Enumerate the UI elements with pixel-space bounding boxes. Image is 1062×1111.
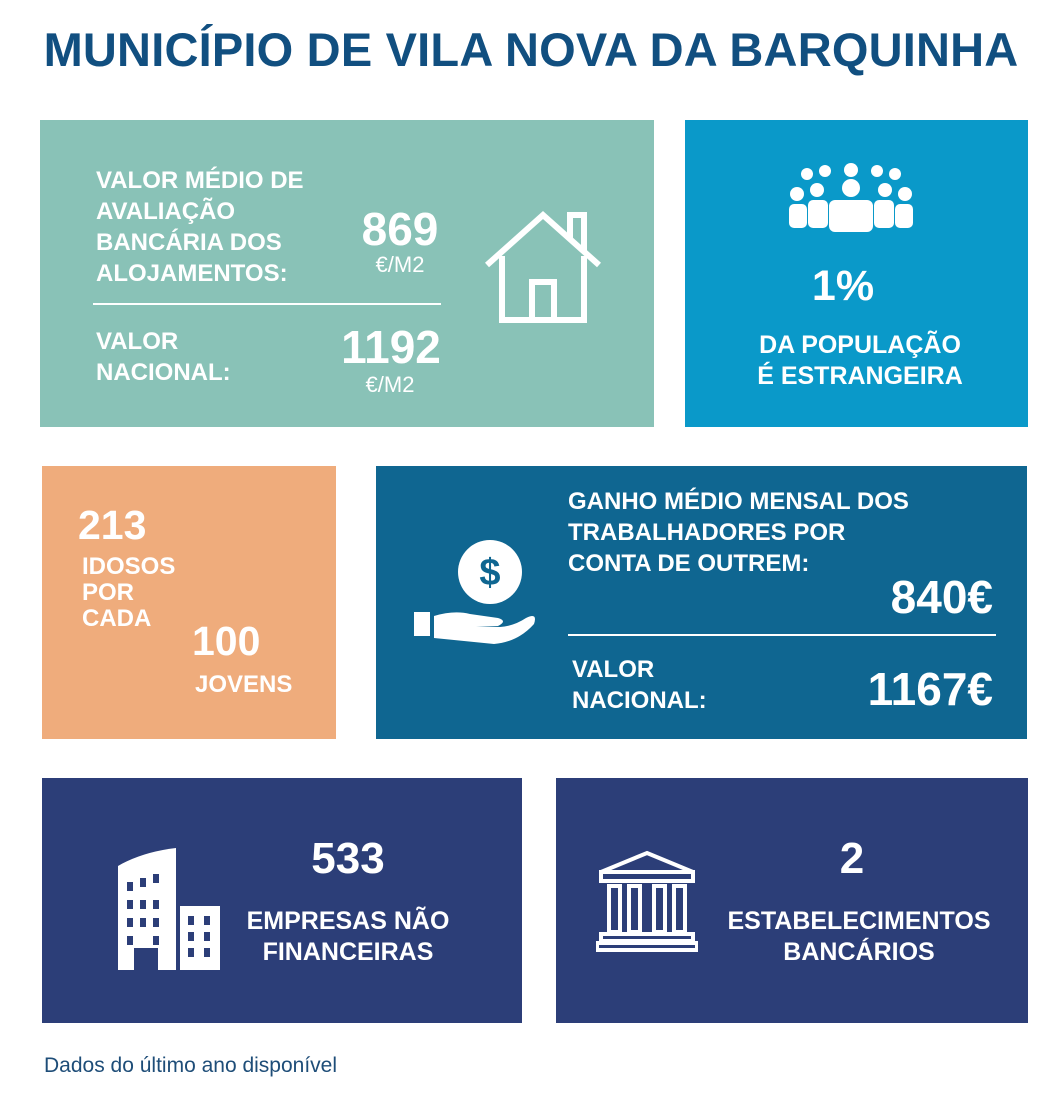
population-panel xyxy=(685,120,1028,427)
companies-label: EMPRESAS NÃO FINANCEIRAS xyxy=(246,907,450,966)
people-group-icon xyxy=(789,162,913,239)
divider xyxy=(93,303,441,305)
elderly-value: 213 xyxy=(78,502,147,548)
population-label: DA POPULAÇÃO É ESTRANGEIRA xyxy=(757,331,963,390)
money-hand-icon xyxy=(414,538,538,659)
income-panel xyxy=(376,466,1027,739)
elderly-panel xyxy=(42,466,336,739)
buildings-icon xyxy=(118,848,220,975)
page-title: MUNICÍPIO DE VILA NOVA DA BARQUINHA xyxy=(43,23,1019,76)
banks-panel xyxy=(556,778,1028,1023)
housing-label: VALOR MÉDIO DE AVALIAÇÃO BANCÁRIA DOS ALOJAMENTOS: xyxy=(96,167,304,287)
housing-national-unit: €/M2 xyxy=(365,372,415,397)
income-national-label: VALOR NACIONAL: xyxy=(572,656,707,714)
banks-value: 2 xyxy=(839,834,865,883)
housing-national-value: 1192 xyxy=(341,321,441,373)
youth-value: 100 xyxy=(192,618,261,664)
income-label: GANHO MÉDIO MENSAL DOS TRABALHADORES POR CONTA DE OUTREM: xyxy=(568,488,909,577)
population-value: 1% xyxy=(811,262,875,310)
svg-text:$: $ xyxy=(479,552,501,594)
housing-value: 869 xyxy=(361,203,439,255)
bank-icon xyxy=(596,850,698,957)
elderly-label: IDOSOS POR CADA xyxy=(82,553,176,632)
income-national-value: 1167€ xyxy=(867,663,993,715)
companies-panel xyxy=(42,778,522,1023)
housing-unit: €/M2 xyxy=(375,252,425,277)
banks-label: ESTABELECIMENTOS BANCÁRIOS xyxy=(727,907,991,966)
footer-note: Dados do último ano disponível xyxy=(44,1054,338,1077)
divider xyxy=(568,634,996,636)
youth-label: JOVENS xyxy=(195,671,293,698)
house-icon xyxy=(480,208,606,333)
housing-national-label: VALOR NACIONAL: xyxy=(96,328,231,386)
income-value: 840€ xyxy=(890,571,993,623)
companies-value: 533 xyxy=(311,834,385,883)
housing-panel xyxy=(40,120,654,427)
